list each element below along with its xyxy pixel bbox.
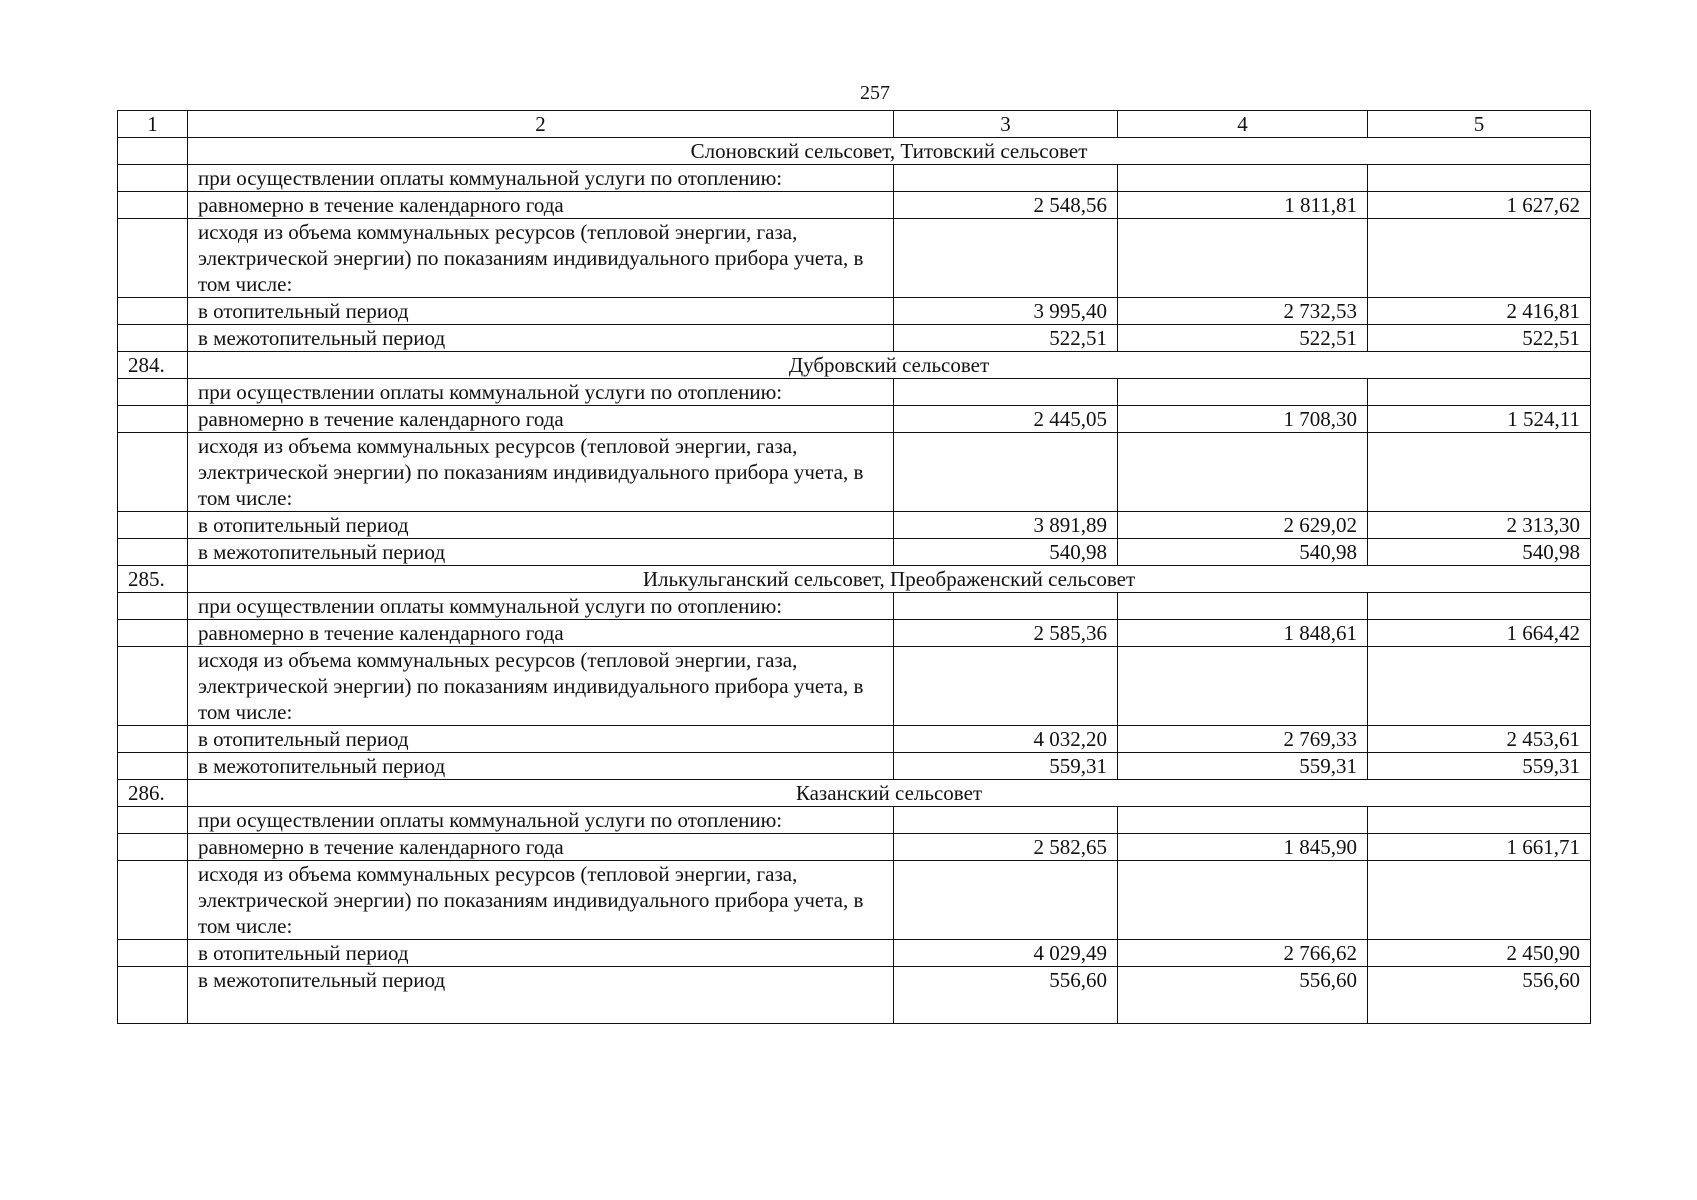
value-col-5: 2 313,30	[1368, 512, 1591, 539]
value-col-5: 1 661,71	[1368, 834, 1591, 861]
value-col-3	[894, 165, 1118, 192]
row-label: равномерно в течение календарного года	[188, 620, 894, 647]
table-row	[118, 512, 1591, 539]
value-col-4	[1118, 807, 1368, 834]
value-col-4: 522,51	[1118, 325, 1368, 352]
row-label: в межотопительный период	[188, 753, 894, 780]
value-col-3: 3 891,89	[894, 512, 1118, 539]
section-index: 284.	[118, 352, 188, 379]
row-index-cell	[118, 219, 188, 298]
value-col-5: 559,31	[1368, 753, 1591, 780]
value-col-4: 1 848,61	[1118, 620, 1368, 647]
value-col-5	[1368, 379, 1591, 406]
table-row	[118, 834, 1591, 861]
value-col-4: 2 732,53	[1118, 298, 1368, 325]
row-label: в межотопительный период	[188, 539, 894, 566]
row-index-cell	[118, 807, 188, 834]
row-index-cell	[118, 165, 188, 192]
value-col-5: 2 416,81	[1368, 298, 1591, 325]
table-row	[118, 539, 1591, 566]
value-col-3	[894, 807, 1118, 834]
value-col-3: 4 032,20	[894, 726, 1118, 753]
section-title: Слоновский сельсовет, Титовский сельсовет	[188, 138, 1591, 165]
row-label: равномерно в течение календарного года	[188, 406, 894, 433]
value-col-4	[1118, 165, 1368, 192]
section-title: Казанский сельсовет	[188, 780, 1591, 807]
row-label: при осуществлении оплаты коммунальной услуги по отоплению:	[188, 379, 894, 406]
section-index: 285.	[118, 566, 188, 593]
value-col-3: 4 029,49	[894, 940, 1118, 967]
value-col-3: 2 445,05	[894, 406, 1118, 433]
value-col-3	[894, 379, 1118, 406]
value-col-3	[894, 219, 1118, 298]
value-col-3	[894, 861, 1118, 940]
row-index-cell	[118, 967, 188, 1024]
value-col-4	[1118, 379, 1368, 406]
value-col-4: 2 629,02	[1118, 512, 1368, 539]
table-row	[118, 165, 1591, 192]
value-col-5: 556,60	[1368, 967, 1591, 1024]
value-col-3: 3 995,40	[894, 298, 1118, 325]
value-col-3: 540,98	[894, 539, 1118, 566]
value-col-5	[1368, 165, 1591, 192]
page-number: 257	[860, 82, 890, 104]
row-index-cell	[118, 593, 188, 620]
row-index-cell	[118, 192, 188, 219]
value-col-4	[1118, 593, 1368, 620]
table-row	[118, 807, 1591, 834]
table-row	[118, 379, 1591, 406]
table-row	[118, 325, 1591, 352]
row-index-cell	[118, 753, 188, 780]
row-label: в отопительный период	[188, 298, 894, 325]
section-header-row	[118, 352, 1591, 379]
row-label: в межотопительный период	[188, 967, 894, 1024]
section-index: 286.	[118, 780, 188, 807]
value-col-4: 1 845,90	[1118, 834, 1368, 861]
value-col-3	[894, 593, 1118, 620]
section-index	[118, 138, 188, 165]
section-header-row	[118, 566, 1591, 593]
value-col-5	[1368, 433, 1591, 512]
row-label: исходя из объема коммунальных ресурсов (тепловой энергии, газа, электрической энергии) по показаниям индивидуального прибора учета, в том числе:	[188, 219, 894, 298]
table-row	[118, 647, 1591, 726]
value-col-3: 2 585,36	[894, 620, 1118, 647]
value-col-5	[1368, 593, 1591, 620]
value-col-3: 2 582,65	[894, 834, 1118, 861]
table-row	[118, 753, 1591, 780]
value-col-5: 522,51	[1368, 325, 1591, 352]
value-col-3: 522,51	[894, 325, 1118, 352]
section-header-row	[118, 780, 1591, 807]
row-index-cell	[118, 512, 188, 539]
value-col-5: 2 450,90	[1368, 940, 1591, 967]
row-index-cell	[118, 647, 188, 726]
header-col-4: 4	[1118, 111, 1368, 138]
value-col-4: 559,31	[1118, 753, 1368, 780]
value-col-3: 2 548,56	[894, 192, 1118, 219]
header-row	[118, 111, 1591, 138]
row-label: исходя из объема коммунальных ресурсов (тепловой энергии, газа, электрической энергии) по показаниям индивидуального прибора учета, в том числе:	[188, 433, 894, 512]
row-index-cell	[118, 325, 188, 352]
row-index-cell	[118, 940, 188, 967]
table-row	[118, 726, 1591, 753]
value-col-5	[1368, 647, 1591, 726]
value-col-4: 1 708,30	[1118, 406, 1368, 433]
value-col-5	[1368, 807, 1591, 834]
table-row	[118, 620, 1591, 647]
row-label: в межотопительный период	[188, 325, 894, 352]
row-label: в отопительный период	[188, 726, 894, 753]
row-index-cell	[118, 433, 188, 512]
row-index-cell	[118, 861, 188, 940]
table-row	[118, 861, 1591, 940]
tariff-table-body	[118, 111, 1591, 1024]
row-index-cell	[118, 379, 188, 406]
row-index-cell	[118, 726, 188, 753]
header-col-3: 3	[894, 111, 1118, 138]
section-header-row	[118, 138, 1591, 165]
value-col-3	[894, 647, 1118, 726]
value-col-4: 540,98	[1118, 539, 1368, 566]
table-row	[118, 219, 1591, 298]
value-col-4: 1 811,81	[1118, 192, 1368, 219]
row-label: равномерно в течение календарного года	[188, 834, 894, 861]
value-col-5	[1368, 861, 1591, 940]
value-col-3: 559,31	[894, 753, 1118, 780]
value-col-4: 2 769,33	[1118, 726, 1368, 753]
table-row	[118, 940, 1591, 967]
value-col-5: 1 664,42	[1368, 620, 1591, 647]
value-col-4	[1118, 647, 1368, 726]
section-title: Дубровский сельсовет	[188, 352, 1591, 379]
section-title: Илькульганский сельсовет, Преображенский сельсовет	[188, 566, 1591, 593]
value-col-5: 540,98	[1368, 539, 1591, 566]
row-index-cell	[118, 406, 188, 433]
row-index-cell	[118, 834, 188, 861]
row-label: при осуществлении оплаты коммунальной услуги по отоплению:	[188, 165, 894, 192]
value-col-5: 2 453,61	[1368, 726, 1591, 753]
row-label: исходя из объема коммунальных ресурсов (тепловой энергии, газа, электрической энергии) по показаниям индивидуального прибора учета, в том числе:	[188, 861, 894, 940]
tariff-table	[117, 110, 1591, 1024]
table-row	[118, 433, 1591, 512]
value-col-4	[1118, 219, 1368, 298]
value-col-5: 1 627,62	[1368, 192, 1591, 219]
row-label: исходя из объема коммунальных ресурсов (тепловой энергии, газа, электрической энергии) по показаниям индивидуального прибора учета, в том числе:	[188, 647, 894, 726]
row-label: в отопительный период	[188, 512, 894, 539]
table-row	[118, 406, 1591, 433]
table-row	[118, 967, 1591, 1024]
row-label: при осуществлении оплаты коммунальной услуги по отоплению:	[188, 593, 894, 620]
value-col-4	[1118, 861, 1368, 940]
row-label: равномерно в течение календарного года	[188, 192, 894, 219]
row-label: при осуществлении оплаты коммунальной услуги по отоплению:	[188, 807, 894, 834]
value-col-4: 2 766,62	[1118, 940, 1368, 967]
value-col-3: 556,60	[894, 967, 1118, 1024]
table-row	[118, 593, 1591, 620]
header-col-2: 2	[188, 111, 894, 138]
value-col-4: 556,60	[1118, 967, 1368, 1024]
row-index-cell	[118, 539, 188, 566]
table-row	[118, 298, 1591, 325]
row-index-cell	[118, 298, 188, 325]
row-label: в отопительный период	[188, 940, 894, 967]
value-col-5	[1368, 219, 1591, 298]
table-row	[118, 192, 1591, 219]
value-col-3	[894, 433, 1118, 512]
row-index-cell	[118, 620, 188, 647]
header-col-5: 5	[1368, 111, 1591, 138]
value-col-4	[1118, 433, 1368, 512]
value-col-5: 1 524,11	[1368, 406, 1591, 433]
header-col-1: 1	[118, 111, 188, 138]
